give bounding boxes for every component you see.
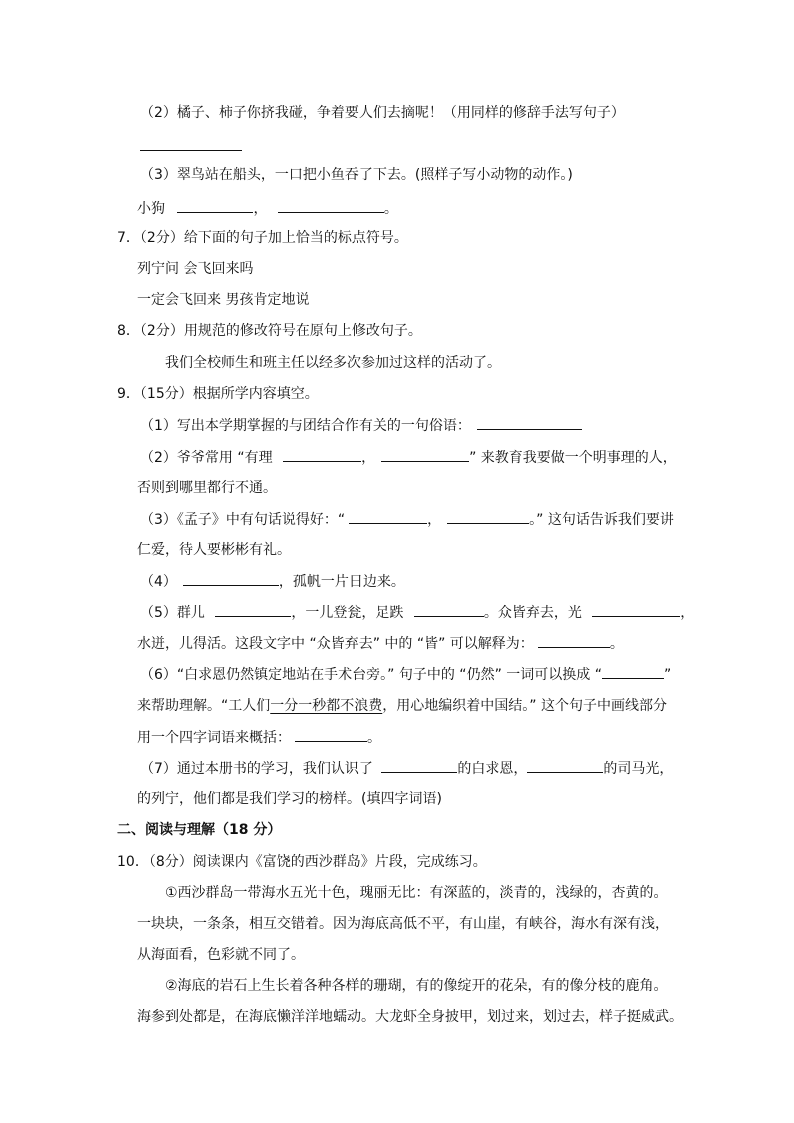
q9-5-line [140, 602, 694, 623]
q9-title: 9．（15分）根据所学内容填空。 [117, 386, 319, 402]
q9-2-cont: 否则到哪里都行不通。 [137, 480, 277, 496]
q9-7-mid-2: 的司马光， [603, 761, 674, 777]
q6-2-answer-blank[interactable] [140, 150, 242, 151]
q9-6-cont-2 [137, 727, 381, 748]
q9-7-blank-1[interactable] [381, 758, 457, 773]
q9-6-tail: ，用心地编织着中国结。” 这个句子中画线部分 [382, 698, 667, 714]
q9-6-end: 。 [367, 730, 381, 746]
q9-3-line [140, 509, 674, 530]
q9-6-prompt: （6）“白求恩仍然镇定地站在手术台旁。” 句子中的 “仍然” 一词可以换成 “ [140, 667, 602, 683]
q9-5-end: 。 [609, 636, 624, 652]
q6-3-blank-2[interactable] [278, 198, 384, 213]
q9-6-lead: 来帮助理解。“工人们 [137, 698, 271, 714]
q9-5-cont [137, 633, 624, 654]
q6-3-end: 。 [383, 201, 398, 217]
q7-sentence-2: 一定会飞回来 男孩肯定地说 [137, 292, 310, 308]
q9-3-blank-1[interactable] [349, 509, 427, 524]
q9-5-mid-1: ，一儿登瓮，足跌 [291, 605, 404, 621]
q7-title: 7．（2分）给下面的句子加上恰当的标点符号。 [117, 230, 408, 246]
q9-5-blank-1[interactable] [215, 602, 291, 617]
q9-6-underlined: 一分一秒都不浪费 [270, 698, 383, 714]
q9-6-quote-close: ” [663, 667, 672, 683]
q9-2-sep: ， [361, 450, 376, 466]
passage-p1-line-1: ①西沙群岛一带海水五光十色，瑰丽无比：有深蓝的，淡青的，浅绿的，杏黄的。 [165, 885, 668, 901]
q9-2-line [140, 447, 677, 468]
q9-6-summary: 用一个四字词语来概括： [137, 730, 291, 746]
q9-2-tail: ” 来教育我要做一个明事理的人， [469, 450, 677, 466]
q6-2-prompt: （2）橘子、柿子你挤我碰，争着要人们去摘呢！（用同样的修辞手法写句子） [140, 105, 625, 121]
q10-title: 10．（8分）阅读课内《富饶的西沙群岛》片段，完成练习。 [117, 854, 487, 870]
q9-3-blank-2[interactable] [447, 509, 529, 524]
q9-2-prompt: （2）爷爷常用 “有理 [140, 450, 273, 466]
q9-1-prompt: （1）写出本学期掌握的与团结合作有关的一句俗语： [140, 418, 471, 434]
q9-6-cont-1 [137, 696, 667, 716]
q8-sentence: 我们全校师生和班主任以经多次参加过这样的活动了。 [165, 355, 501, 371]
q9-6-blank-1[interactable] [602, 664, 664, 679]
q9-7-cont: 的列宁，他们都是我们学习的榜样。(填四字词语) [137, 791, 442, 807]
q9-2-blank-2[interactable] [381, 447, 469, 462]
q9-7-prompt: （7）通过本册书的学习，我们认识了 [140, 761, 373, 777]
q9-3-sep: ， [427, 512, 442, 528]
q6-3-prompt: （3）翠鸟站在船头，一口把小鱼吞了下去。(照样子写小动物的动作。) [140, 167, 573, 183]
q6-3-blank-1[interactable] [177, 198, 253, 213]
q9-4-blank[interactable] [183, 571, 279, 586]
q9-6-blank-2[interactable] [295, 727, 367, 742]
q6-3-sep: ， [253, 201, 268, 217]
passage-p1-line-2: 一块块，一条条，相互交错着。因为海底高低不平，有山崖，有峡谷，海水有深有浅， [137, 916, 669, 932]
q9-4-line [140, 571, 405, 592]
q9-4-tail: ，孤帆一片日边来。 [278, 574, 405, 590]
q9-4-prompt: （4） [140, 574, 177, 590]
q9-2-blank-1[interactable] [283, 447, 361, 462]
q8-title: 8．（2分）用规范的修改符号在原句上修改句子。 [117, 323, 422, 339]
q9-3-tail: 。” 这句话告诉我们要讲 [529, 512, 674, 528]
section-2-heading: 二、阅读与理解（18 分） [117, 822, 282, 838]
q7-sentence-1: 列宁问 会飞回来吗 [137, 261, 254, 277]
q9-1-blank[interactable] [477, 415, 582, 430]
q9-5-blank-3[interactable] [592, 602, 680, 617]
q9-1-line [140, 415, 582, 436]
q9-7-line [140, 758, 673, 779]
q9-5-blank-2[interactable] [414, 602, 484, 617]
q9-6-line [140, 664, 671, 685]
passage-p1-line-3: 从海面看，色彩就不同了。 [137, 947, 305, 963]
passage-p2-line-1: ②海底的岩石上生长着各种各样的珊瑚，有的像绽开的花朵，有的像分枝的鹿角。 [165, 978, 668, 994]
q9-5-mid-2: 。众皆弃去，光 [483, 605, 582, 621]
passage-p2-line-2: 海参到处都是，在海底懒洋洋地蠕动。大龙虾全身披甲，划过来，划过去，样子挺威武。 [137, 1009, 683, 1025]
q9-7-blank-2[interactable] [527, 758, 603, 773]
q9-5-sep: ， [680, 605, 695, 621]
q9-3-prompt: （3）《孟子》中有句话说得好：“ [140, 512, 346, 528]
q6-3-lead: 小狗 [137, 201, 165, 217]
q9-3-cont: 仁爱，待人要彬彬有礼。 [137, 542, 291, 558]
q9-5-prompt: （5）群儿 [140, 605, 205, 621]
q6-3-answer-line [137, 198, 398, 219]
q9-5-explain: 水迸，儿得活。这段文字中 “众皆弃去” 中的 “皆” 可以解释为： [137, 636, 534, 652]
q9-5-blank-4[interactable] [538, 633, 610, 648]
q9-7-mid-1: 的白求恩， [457, 761, 528, 777]
